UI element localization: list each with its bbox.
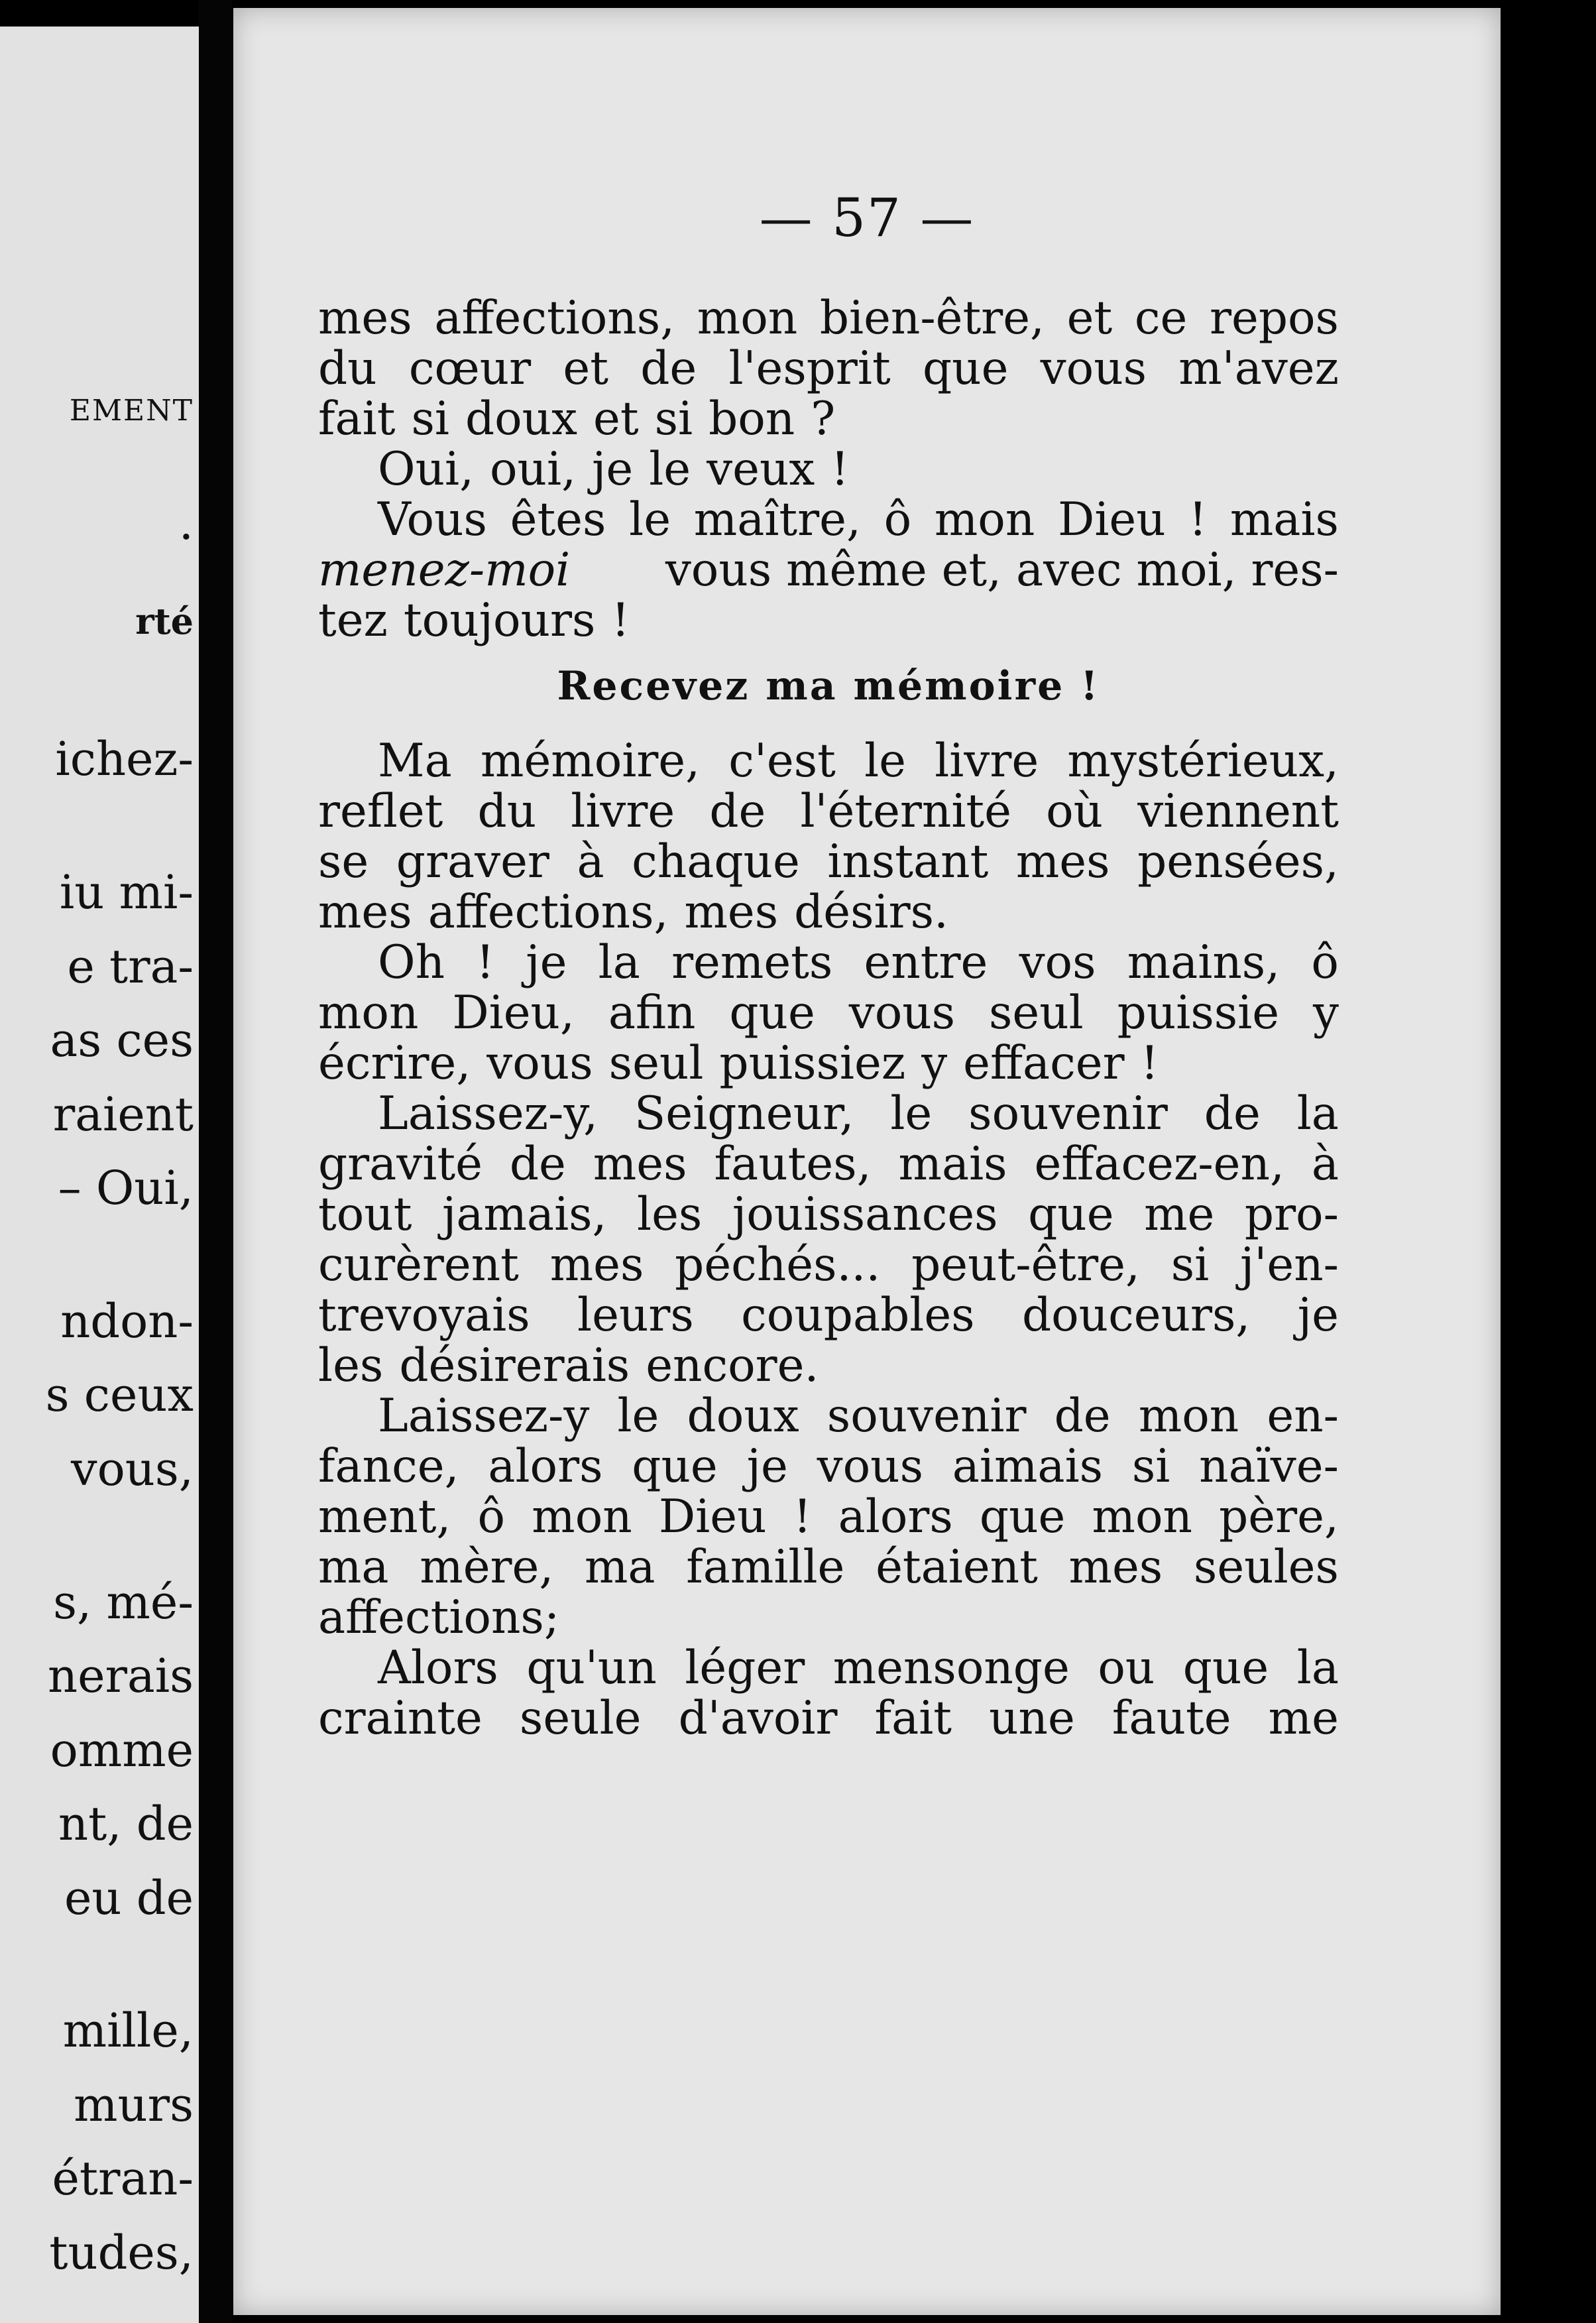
word: faute	[1112, 1692, 1231, 1745]
text-line	[318, 1693, 1339, 1744]
word: à	[1311, 1138, 1339, 1191]
word: me	[1144, 1188, 1215, 1241]
word: tout	[318, 1188, 412, 1241]
word: le	[890, 1087, 933, 1140]
word: entre	[864, 936, 988, 989]
text-line	[318, 1038, 1339, 1089]
word: ma	[584, 1541, 656, 1594]
word: ma	[318, 1541, 389, 1594]
word: l'esprit	[728, 342, 891, 395]
left-page-text-fragment: tudes,	[49, 2225, 194, 2280]
text-line	[318, 988, 1339, 1038]
word: vous	[848, 986, 956, 1040]
word: jamais,	[441, 1188, 607, 1241]
word: et	[1066, 292, 1113, 345]
word: léger	[685, 1641, 805, 1695]
word: alors	[488, 1440, 603, 1493]
text-line	[318, 1492, 1339, 1542]
word: que	[979, 1490, 1066, 1543]
word: que	[729, 986, 815, 1040]
word: étaient	[876, 1541, 1038, 1594]
word: du	[318, 342, 377, 395]
word: Vous	[378, 493, 487, 546]
word: !	[830, 443, 850, 496]
word: vos	[1019, 936, 1096, 989]
left-page-text-fragment: iu mi-	[59, 865, 194, 920]
left-page-text-fragment: EMENT	[69, 393, 194, 428]
word: la	[1296, 1641, 1339, 1695]
word: fait	[318, 392, 396, 446]
word: Ma	[378, 735, 452, 788]
left-page-text-fragment: as ces	[50, 1013, 194, 1068]
word: mystérieux,	[1067, 735, 1339, 788]
text-line	[318, 444, 1339, 495]
word: le	[864, 735, 907, 788]
text-line-with-italic	[318, 545, 1339, 595]
word: mes	[593, 1138, 687, 1191]
word: d'avoir	[678, 1692, 838, 1745]
word: fance,	[318, 1440, 459, 1493]
word: je	[592, 443, 634, 496]
word: reflet	[318, 785, 443, 838]
word: mes	[549, 1238, 644, 1291]
text-line	[318, 837, 1339, 887]
word: en-	[1267, 1390, 1339, 1443]
word: doux	[687, 1390, 799, 1443]
word: tez	[318, 594, 388, 647]
word: souvenir	[826, 1390, 1027, 1443]
word: me	[1268, 1692, 1339, 1745]
word: instant	[827, 835, 989, 888]
text-line	[318, 786, 1339, 837]
word: effacer	[963, 1037, 1125, 1090]
word: veux	[707, 443, 815, 496]
text-line	[318, 887, 1339, 937]
word: y	[921, 1037, 948, 1090]
word: mais	[1229, 493, 1339, 546]
word: maître,	[693, 493, 861, 546]
word: où	[1046, 785, 1104, 838]
word: les	[318, 1339, 384, 1392]
word: l'éternité	[800, 785, 1011, 838]
word: cœur	[408, 342, 532, 395]
left-page-fragment	[0, 27, 199, 2323]
word: vous	[486, 1037, 593, 1090]
word: vous	[817, 1440, 923, 1493]
word: ô	[1311, 936, 1339, 989]
word: mais	[898, 1138, 1007, 1191]
word: livre	[935, 735, 1039, 788]
word: fautes,	[714, 1138, 872, 1191]
book-page	[233, 8, 1501, 2315]
word: alors	[838, 1490, 953, 1543]
left-page-text-fragment: e tra-	[67, 939, 194, 994]
word: mémoire,	[481, 735, 701, 788]
text-line	[318, 1290, 1339, 1340]
word: le	[649, 443, 691, 496]
word: affections;	[318, 1591, 560, 1644]
text-line	[318, 1240, 1339, 1290]
word: mes	[318, 886, 412, 939]
word: se	[318, 835, 369, 888]
word: crainte	[318, 1692, 483, 1745]
word: famille	[686, 1541, 845, 1594]
left-page-text-fragment: raient	[52, 1087, 194, 1142]
left-page-text-fragment: mille,	[62, 2003, 194, 2058]
word: ou	[1098, 1641, 1155, 1695]
word: Laissez-y	[378, 1390, 590, 1443]
word: le	[617, 1390, 659, 1443]
word: mes	[1015, 835, 1110, 888]
word: naïve-	[1199, 1440, 1339, 1493]
word: graver	[396, 835, 549, 888]
word: le	[629, 493, 671, 546]
left-page-text-fragment: nt, de	[58, 1797, 194, 1851]
left-page-text-fragment: – Oui,	[58, 1161, 194, 1216]
text-line	[318, 1189, 1339, 1240]
word: Dieu	[658, 1490, 767, 1543]
left-page-text-fragment: ndon-	[60, 1293, 194, 1348]
word: affections,	[428, 886, 669, 939]
word: de	[640, 342, 697, 395]
word: souvenir	[968, 1087, 1168, 1140]
word: leurs	[577, 1289, 694, 1342]
word: livre	[571, 785, 675, 838]
word: ô	[477, 1490, 506, 1543]
text-line	[318, 1139, 1339, 1189]
word: si	[411, 392, 449, 446]
text-line	[318, 1643, 1339, 1693]
word: puissie	[1117, 986, 1280, 1040]
word: de	[1204, 1087, 1261, 1140]
word: m'avez	[1178, 342, 1339, 395]
word: bon	[709, 392, 795, 446]
text-line	[318, 343, 1339, 394]
word: et	[563, 342, 608, 395]
word: mon	[1092, 1490, 1192, 1543]
word: repos	[1210, 292, 1339, 345]
word: seul	[608, 1037, 704, 1090]
left-page-text-fragment: eu de	[64, 1870, 194, 1925]
left-page-text-fragment: ichez-	[55, 732, 194, 787]
word: désirerais	[399, 1339, 630, 1392]
italic-phrase: menez-moi	[318, 544, 571, 597]
word: si	[1131, 1440, 1170, 1493]
word: je	[746, 1440, 788, 1493]
word: !	[1140, 1037, 1159, 1090]
text-line	[318, 937, 1339, 988]
word: de	[509, 1138, 566, 1191]
left-page-text-fragment: étran-	[52, 2151, 194, 2206]
word: seules	[1193, 1541, 1339, 1594]
page-text	[318, 293, 1339, 1744]
word: ô	[883, 493, 912, 546]
left-page-text-fragment: omme	[50, 1722, 194, 1777]
text-line	[318, 1391, 1339, 1441]
text-line	[318, 1542, 1339, 1592]
word: j'en-	[1240, 1238, 1339, 1291]
text-line	[318, 495, 1339, 545]
word: que	[1182, 1641, 1269, 1695]
word: effacez-en,	[1034, 1138, 1284, 1191]
left-page-text-fragment: .	[178, 495, 194, 550]
text-line	[318, 293, 1339, 343]
text-line	[318, 394, 1339, 444]
word: Oui,	[378, 443, 475, 496]
word: que	[1028, 1188, 1114, 1241]
word: jouissances	[732, 1188, 998, 1241]
word: mon	[934, 493, 1035, 546]
text-line	[318, 1340, 1339, 1391]
word: trevoyais	[318, 1289, 530, 1342]
word: mes	[1068, 1541, 1163, 1594]
word: !	[476, 936, 494, 989]
word: péchés...	[675, 1238, 881, 1291]
word: les	[637, 1188, 703, 1241]
left-page-text-fragment: s ceux	[45, 1368, 194, 1423]
word: pro-	[1244, 1188, 1339, 1241]
word: que	[922, 342, 1009, 395]
word: Oh	[378, 936, 445, 989]
word: Dieu	[1058, 493, 1166, 546]
word: bien-être,	[819, 292, 1045, 345]
word: que	[632, 1440, 718, 1493]
word: fait	[874, 1692, 952, 1745]
left-page-text-fragment: rté	[135, 599, 194, 642]
text-line	[318, 1089, 1339, 1139]
word: toujours	[403, 594, 596, 647]
text-line	[318, 736, 1339, 786]
word: et	[593, 392, 639, 446]
word: mon	[318, 986, 419, 1040]
left-page-text-fragment: nerais	[47, 1649, 194, 1703]
word: gravité	[318, 1138, 483, 1191]
word: ?	[811, 392, 836, 446]
left-page-text-fragment: s, mé-	[53, 1575, 194, 1630]
word: Alors	[378, 1641, 498, 1695]
word: de	[1054, 1390, 1111, 1443]
word: du	[477, 785, 537, 838]
left-page-text-fragment: murs	[74, 2077, 194, 2132]
word: coupables	[741, 1289, 975, 1342]
text-line	[318, 595, 1339, 646]
word: puissiez	[719, 1037, 906, 1090]
word: !	[793, 1490, 812, 1543]
word: mon	[1138, 1390, 1239, 1443]
word: ce	[1134, 292, 1188, 345]
scan-right-edge	[1501, 0, 1596, 2323]
word: oui,	[490, 443, 576, 496]
page-number: — 57 —	[759, 187, 975, 249]
word: curèrent	[318, 1238, 519, 1291]
word: doux	[465, 392, 578, 446]
word: à	[577, 835, 604, 888]
word: mes	[318, 292, 412, 345]
word: père,	[1219, 1490, 1339, 1543]
word: seul	[989, 986, 1084, 1040]
word: afin	[608, 986, 696, 1040]
word: si	[654, 392, 693, 446]
word: désirs.	[794, 886, 948, 939]
word: qu'un	[526, 1641, 657, 1695]
word: mensonge	[832, 1641, 1070, 1695]
word: seule	[519, 1692, 642, 1745]
text-line-rest: vous même et, avec moi, res-	[665, 544, 1339, 597]
word: affections,	[434, 292, 675, 345]
word: douceurs,	[1021, 1289, 1251, 1342]
word: mes	[684, 886, 779, 939]
section-heading: Recevez ma mémoire !	[557, 663, 1100, 709]
word: êtes	[510, 493, 606, 546]
word: !	[611, 594, 630, 647]
word: une	[989, 1692, 1075, 1745]
word: chaque	[632, 835, 800, 888]
book-gutter	[199, 0, 232, 2323]
word: si	[1170, 1238, 1210, 1291]
word: la	[598, 936, 640, 989]
word: viennent	[1137, 785, 1339, 838]
word: la	[1296, 1087, 1339, 1140]
word: ment,	[318, 1490, 451, 1543]
word: peut-être,	[911, 1238, 1140, 1291]
word: Dieu,	[452, 986, 575, 1040]
word: écrire,	[318, 1037, 471, 1090]
word: Seigneur,	[634, 1087, 854, 1140]
word: !	[1188, 493, 1208, 546]
text-line	[318, 1592, 1339, 1643]
word: je	[1297, 1289, 1339, 1342]
word: y	[1312, 986, 1339, 1040]
word: mon	[697, 292, 798, 345]
word: c'est	[728, 735, 836, 788]
word: aimais	[952, 1440, 1104, 1493]
word: encore.	[646, 1339, 819, 1392]
left-page-text-fragment: vous,	[71, 1441, 194, 1496]
word: remets	[671, 936, 833, 989]
text-line	[318, 1441, 1339, 1492]
word: mon	[532, 1490, 632, 1543]
word: mains,	[1127, 936, 1281, 989]
word: de	[709, 785, 766, 838]
word: Laissez-y,	[378, 1087, 598, 1140]
word: mère,	[420, 1541, 554, 1594]
word: pensées,	[1137, 835, 1339, 888]
word: je	[526, 936, 567, 989]
word: vous	[1040, 342, 1147, 395]
